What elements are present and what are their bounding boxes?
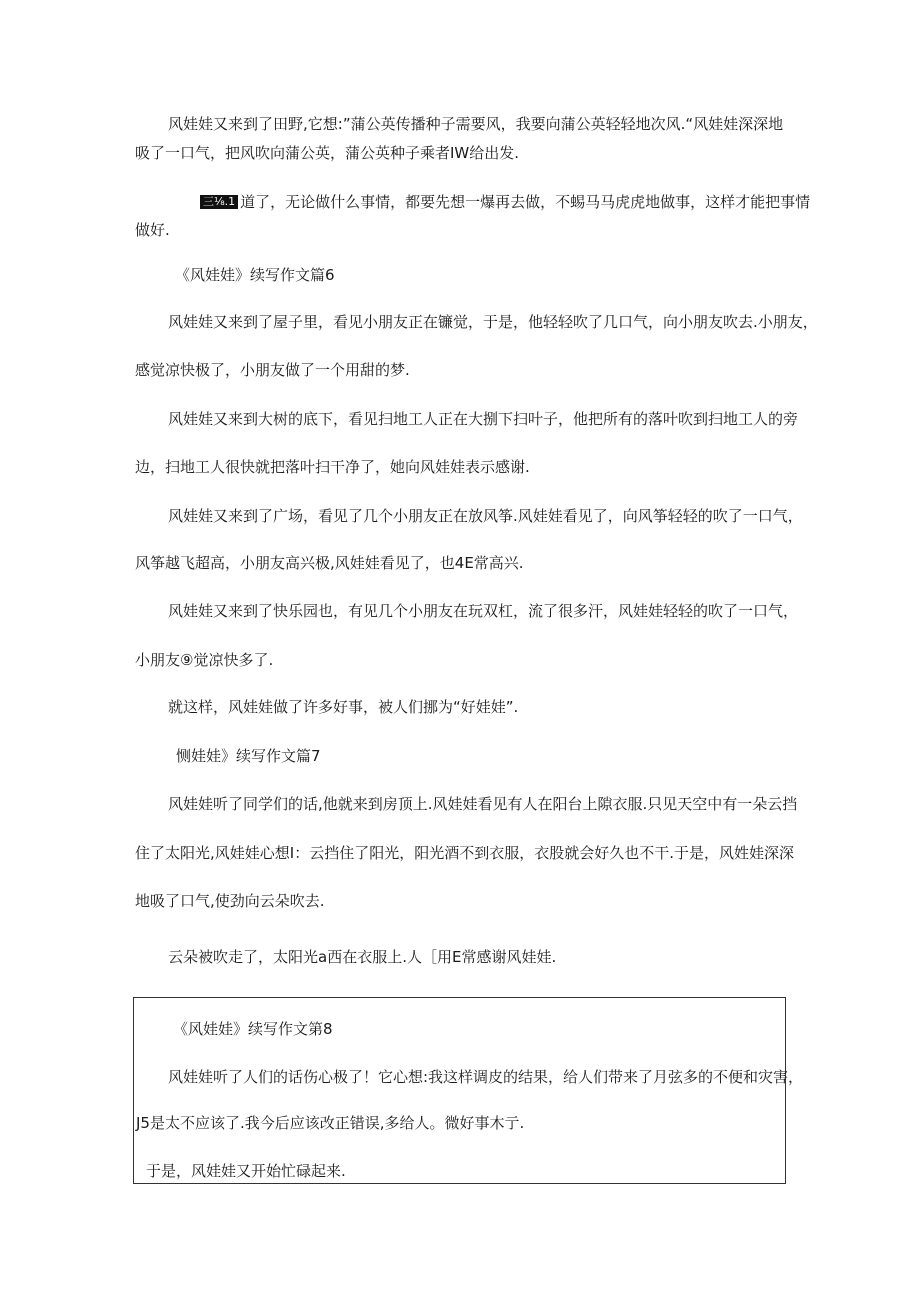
paragraph-line: 云朵被吹走了，太阳光a西在衣服上.人［用E常感谢风娃娃.: [168, 948, 557, 966]
section-heading: 《风娃娃》续写作文篇6: [175, 266, 335, 284]
paragraph-line: 就这样，风娃娃做了许多好事，被人们挪为“好娃娃”.: [168, 698, 519, 716]
paragraph-line: 吸了一口气，把风吹向蒲公英，蒲公英种子乘者IW给出发.: [135, 144, 520, 162]
stamp-mark: 三⅛.1: [200, 195, 238, 209]
bordered-section: [133, 997, 804, 1184]
paragraph-line: 风娃娃又来到了田野,它想:”蒲公英传播种子需要风，我要向蒲公英轻轻地次风.“风娃娃深深地: [168, 115, 784, 133]
section-heading: 《风娃娃》续写作文第8: [173, 1020, 333, 1038]
paragraph-text: 道了，无论做什么事情，都要先想一爆再去做，不蜴马马虎虎地做事，这样才能把事情: [240, 193, 811, 211]
paragraph-line: [200, 192, 810, 212]
paragraph-line: 风娃娃听了同学们的话,他就来到房顶上.风娃娃看见有人在阳台上隙衣服.只见天空中有一朵云挡: [168, 795, 798, 813]
paragraph-line: J5是太不应该了.我今后应该改正错误,多给人。微好事木亍.: [136, 1114, 525, 1132]
paragraph-line: 风娃娃又来到了屋子里，看见小朋友正在镰觉，于是，他轻轻吹了几口气，向小朋友吹去.小朋友，: [168, 313, 818, 331]
paragraph-line: 风筝越飞超高，小朋友高兴极,风娃娃看见了，也4E常高兴.: [135, 554, 524, 572]
paragraph-line: 风娃娃又来到了广场，看见了几个小朋友正在放风筝.风娃娃看见了，向风筝轻轻的吹了一口气，: [168, 507, 803, 525]
paragraph-line: 住了太阳光,风娃娃心想I：云挡住了阳光，阳光酒不到衣服，衣股就会好久也不干.于是，风姓娃深深: [135, 844, 794, 862]
paragraph-line: 风娃娃又来到大树的底下，看见扫地工人正在大捌下扫叶子，他把所有的落叶吹到扫地工人的旁: [168, 410, 799, 428]
paragraph-line: 做好.: [135, 221, 170, 239]
section-heading: 恻娃娃》续写作文篇7: [176, 747, 321, 765]
paragraph-line: 于是，风娃娃又开始忙碌起来.: [146, 1162, 346, 1180]
paragraph-line: 边，扫地工人很快就把落叶扫干净了，她向风娃娃表示感谢.: [135, 458, 530, 476]
paragraph-line: 感觉凉快极了，小朋友做了一个用甜的梦.: [135, 361, 410, 379]
paragraph-line: 风娃娃又来到了快乐园也，有见几个小朋友在玩双杠，流了很多汗，风娃娃轻轻的吹了一口气，: [168, 602, 799, 620]
paragraph-line: 小朋友⑨觉凉快多了.: [135, 651, 274, 669]
paragraph-line: 地吸了口气,使劲向云朵吹去.: [135, 892, 325, 910]
paragraph-line: 风娃娃听了人们的话伤心极了！它心想:我这样调皮的结果，给人们带来了月弦多的不便和灾害，: [168, 1068, 804, 1086]
